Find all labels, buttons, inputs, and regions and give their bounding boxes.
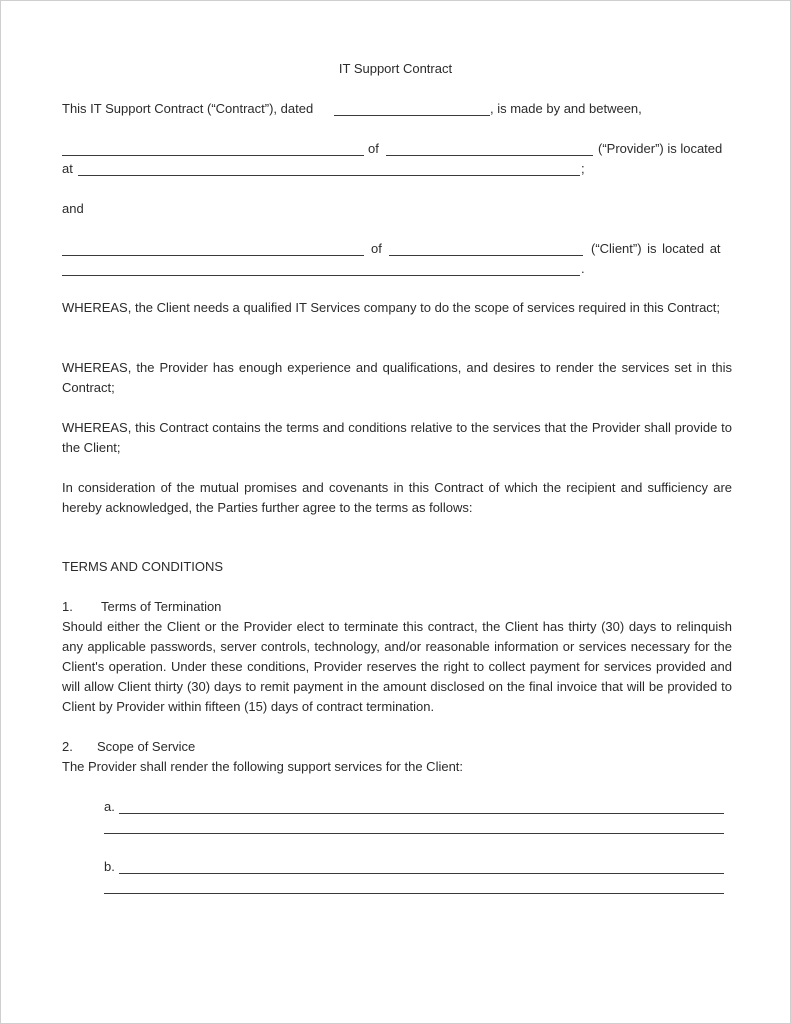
section-2-number: 2. xyxy=(62,739,73,754)
client-of-label: of xyxy=(371,241,382,256)
whereas-paragraph-1: WHEREAS, the Client needs a qualified IT Services company to do the scope of services required in this Contract; xyxy=(62,300,721,315)
service-item-b-blank-continued[interactable] xyxy=(104,893,724,894)
provider-name-blank[interactable] xyxy=(62,155,364,156)
whereas-paragraph-3: WHEREAS, this Contract contains the terms and conditions relative to the services that the Provider shall provide to the Client; xyxy=(62,420,732,455)
section-1-number: 1. xyxy=(62,599,73,614)
client-address-blank[interactable] xyxy=(62,275,580,276)
provider-role-label: (“Provider”) is located xyxy=(598,141,723,156)
section-2-title: Scope of Service xyxy=(97,739,196,754)
client-role-label: (“Client”) is located at xyxy=(591,241,721,256)
consideration-paragraph: In consideration of the mutual promises and covenants in this Contract of which the recipient and sufficiency are hereby acknowledged, the Parties further agree to the terms as follows: xyxy=(62,480,732,515)
client-name-blank[interactable] xyxy=(62,255,364,256)
provider-address-blank[interactable] xyxy=(78,175,580,176)
provider-entity-blank[interactable] xyxy=(386,155,593,156)
service-item-b-blank[interactable] xyxy=(119,873,724,874)
service-item-a-label: a. xyxy=(104,799,115,814)
section-2-body: The Provider shall render the following support services for the Client: xyxy=(62,759,464,774)
intro-text-end: , is made by and between, xyxy=(490,101,642,116)
and-text: and xyxy=(62,201,84,216)
section-1-body: Should either the Client or the Provider elect to terminate this contract, the Client has thirty (30) days to relinquish any applicable passwords, server controls, technology, and/or reasonable information or services necessary for the Client's operation. Under these conditions, Provider reserves the right to collect payment for services provided and will allow Client thirty (30) days to remit payment in the amount disclosed on the final invoice that will be provided to Client by Provider within fifteen (15) days of contract termination. xyxy=(62,619,732,714)
service-item-b-label: b. xyxy=(104,859,115,874)
provider-at-label: at xyxy=(62,161,73,176)
intro-text-start: This IT Support Contract (“Contract”), dated xyxy=(62,101,314,116)
whereas-paragraph-2: WHEREAS, the Provider has enough experience and qualifications, and desires to render the services set in this Contract; xyxy=(62,360,732,395)
terms-heading: TERMS AND CONDITIONS xyxy=(62,559,224,574)
section-1-title: Terms of Termination xyxy=(101,599,222,614)
date-blank[interactable] xyxy=(334,115,490,116)
document-title: IT Support Contract xyxy=(338,61,453,76)
client-entity-blank[interactable] xyxy=(389,255,583,256)
provider-end-mark: ; xyxy=(581,161,585,176)
client-end-mark: . xyxy=(581,261,585,276)
service-item-a-blank-continued[interactable] xyxy=(104,833,724,834)
provider-of-label: of xyxy=(368,141,379,156)
service-item-a-blank[interactable] xyxy=(119,813,724,814)
